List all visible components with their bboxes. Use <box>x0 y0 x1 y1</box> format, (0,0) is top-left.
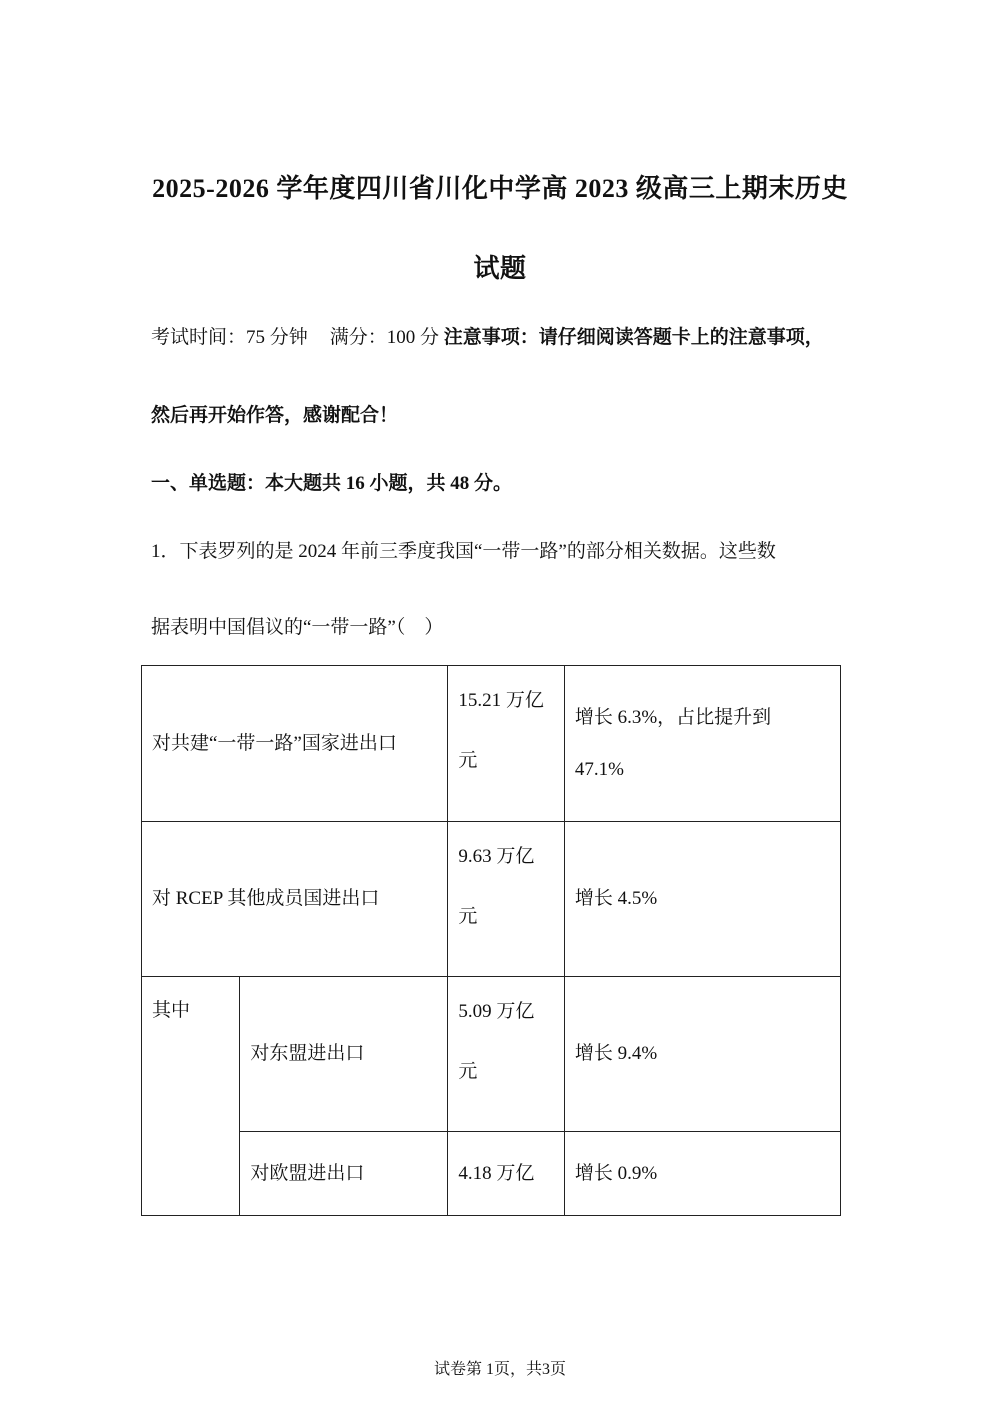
table-cell-amount <box>448 822 565 977</box>
table-cell-growth: 增长 9.4% <box>564 977 840 1132</box>
exam-info-line <box>151 322 881 349</box>
table-cell-amount <box>448 666 565 822</box>
amount-unit: 元 <box>458 906 478 927</box>
table-cell-item: 对欧盟进出口 <box>240 1132 448 1216</box>
table-row <box>142 977 841 1132</box>
table-row <box>142 822 841 977</box>
amount-unit: 元 <box>458 1061 478 1082</box>
table-cell-group-label: 其中 <box>142 977 240 1216</box>
exam-notice-part-2: 然后再开始作答，感谢配合！ <box>151 405 399 426</box>
exam-time: 考试时间：75 分钟 <box>151 327 308 348</box>
amount-value: 9.63 万亿 <box>458 846 535 867</box>
page-footer: 试卷第 1页，共3页 <box>433 1361 566 1378</box>
table-row <box>142 666 841 822</box>
table-cell-item: 对 RCEP 其他成员国进出口 <box>142 822 448 977</box>
question-1-stem-line-1: 1．下表罗列的是 2024 年前三季度我国“一带一路”的部分相关数据。这些数 <box>151 541 776 562</box>
table-cell-item: 对共建“一带一路”国家进出口 <box>142 666 448 822</box>
table-row <box>142 1132 841 1216</box>
question-1-stem-line-2: 据表明中国倡议的“一带一路”（ ） <box>151 617 444 638</box>
exam-notice-part-1: 注意事项：请仔细阅读答题卡上的注意事项， <box>443 327 824 348</box>
trade-data-table <box>141 665 841 1216</box>
growth-text-line-1: 增长 6.3%，占比提升到 <box>574 706 772 728</box>
amount-value: 15.21 万亿 <box>458 690 544 711</box>
exam-title-line-1: 2025-2026 学年度四川省川化中学高 2023 级高三上期末历史 <box>152 174 848 203</box>
exam-full-score: 满分：100 分 <box>329 327 440 348</box>
table-cell-amount <box>448 977 565 1132</box>
section-heading: 一、单选题：本大题共 16 小题，共 48 分。 <box>151 473 513 494</box>
exam-title-line-2: 试题 <box>473 254 527 283</box>
table-cell-growth <box>564 666 840 822</box>
table-cell-item: 对东盟进出口 <box>240 977 448 1132</box>
table-cell-growth: 增长 0.9% <box>564 1132 840 1216</box>
amount-unit: 元 <box>458 750 478 771</box>
amount-value: 5.09 万亿 <box>458 1001 535 1022</box>
table-cell-amount: 4.18 万亿 <box>448 1132 565 1216</box>
growth-text-line-2: 47.1% <box>574 758 624 780</box>
table-cell-growth: 增长 4.5% <box>564 822 840 977</box>
